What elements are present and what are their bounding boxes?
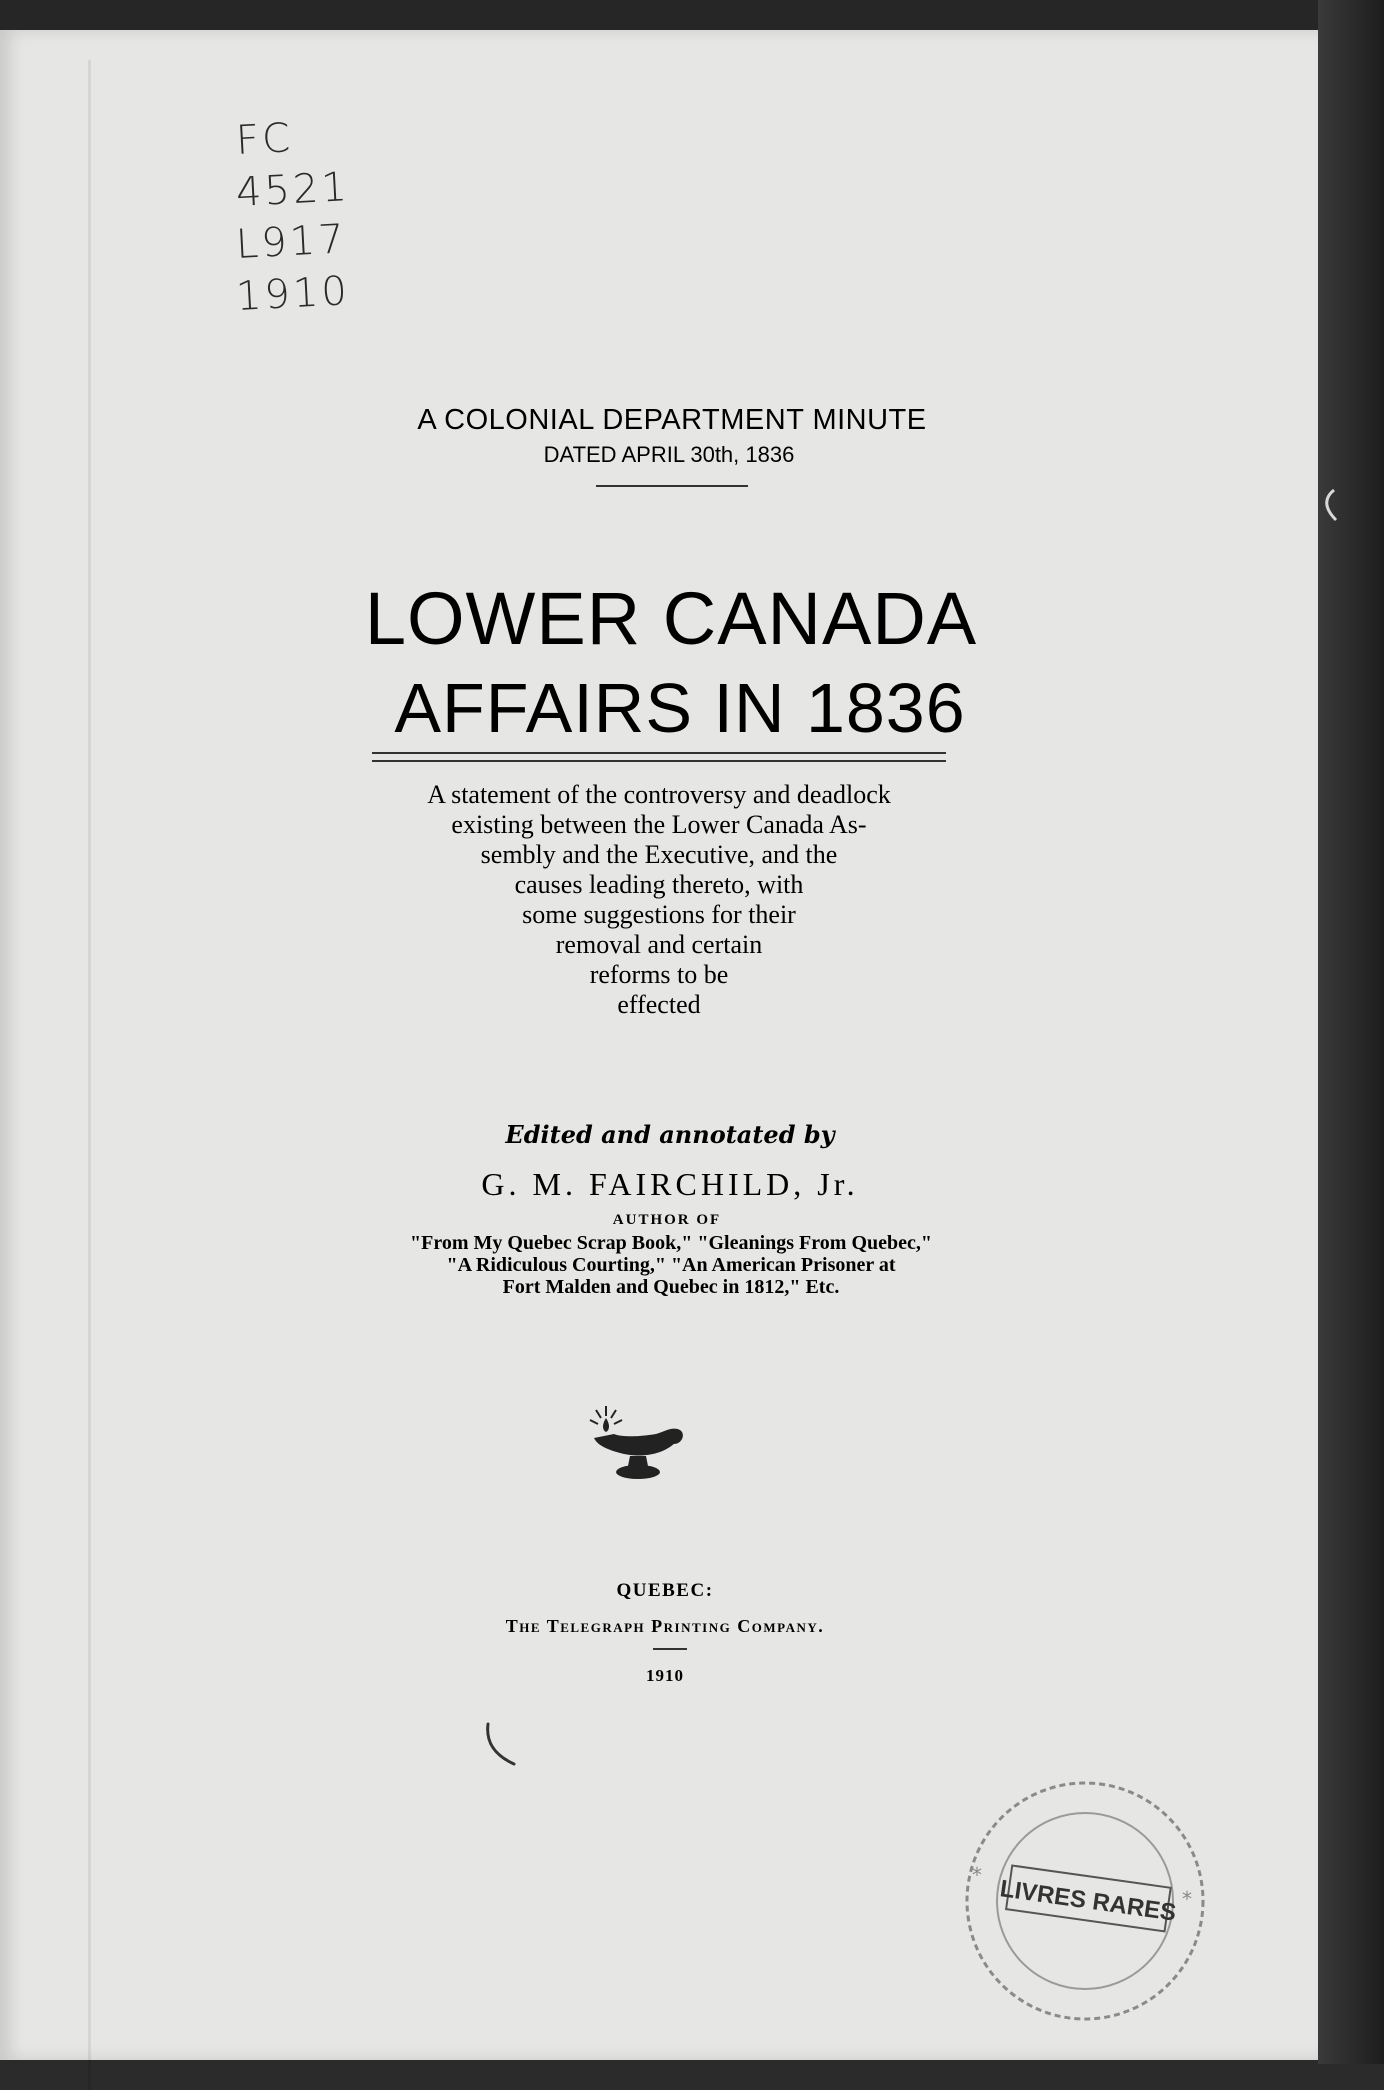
handwritten-call-number bbox=[236, 112, 350, 320]
margin-mark bbox=[1318, 486, 1342, 526]
svg-text:*: * bbox=[1182, 1887, 1192, 1911]
statement-line: some suggestions for their bbox=[522, 900, 796, 929]
call-number-line: 4521 bbox=[234, 164, 351, 216]
works-line: "From My Quebec Scrap Book," "Gleanings From Quebec," bbox=[410, 1232, 932, 1254]
imprint-rule bbox=[653, 1648, 687, 1650]
statement-line: effected bbox=[617, 990, 701, 1019]
scan-right-border bbox=[1318, 0, 1384, 2064]
imprint-city: QUEBEC: bbox=[616, 1580, 714, 1601]
stamp-label: LIVRES RARES bbox=[998, 1875, 1178, 1927]
minute-heading: A COLONIAL DEPARTMENT MINUTE bbox=[417, 404, 927, 436]
oil-lamp-ornament bbox=[584, 1404, 704, 1494]
svg-text:*: * bbox=[972, 1863, 982, 1887]
scan-top-border bbox=[0, 0, 1384, 30]
title-line-1: LOWER CANADA bbox=[364, 577, 978, 660]
statement-block bbox=[0, 780, 1318, 1020]
call-number-line: L917 bbox=[234, 216, 348, 268]
works-line: "A Ridiculous Courting," "An American Prisoner at bbox=[446, 1254, 896, 1276]
call-number-line: FC bbox=[234, 115, 295, 164]
statement-line: sembly and the Executive, and the bbox=[480, 840, 838, 869]
library-stamp bbox=[960, 1776, 1210, 2026]
editor-name: G. M. FAIRCHILD, Jr. bbox=[481, 1166, 859, 1202]
pencil-mark bbox=[484, 1720, 524, 1768]
imprint-printer: The Telegraph Printing Company. bbox=[505, 1616, 825, 1636]
statement-line: reforms to be bbox=[589, 960, 729, 989]
statement-line: A statement of the controversy and deadlock bbox=[427, 780, 891, 809]
title-double-rule bbox=[372, 752, 946, 762]
heading-rule bbox=[596, 485, 748, 487]
minute-date: DATED APRIL 30th, 1836 bbox=[543, 442, 795, 467]
page-fold-shadow bbox=[88, 60, 91, 2090]
statement-line: removal and certain bbox=[555, 930, 763, 959]
title-page bbox=[0, 30, 1318, 2060]
title-line-2: AFFAIRS IN 1836 bbox=[394, 669, 966, 747]
works-list bbox=[12, 1232, 1330, 1298]
works-line: Fort Malden and Quebec in 1812," Etc. bbox=[502, 1276, 840, 1298]
statement-line: causes leading thereto, with bbox=[514, 870, 804, 899]
statement-line: existing between the Lower Canada As- bbox=[451, 810, 867, 839]
edited-by-label: Edited and annotated by bbox=[505, 1120, 835, 1149]
imprint-year: 1910 bbox=[646, 1666, 684, 1685]
call-number-line: 1910 bbox=[234, 268, 351, 320]
author-of-label: AUTHOR OF bbox=[612, 1212, 722, 1228]
